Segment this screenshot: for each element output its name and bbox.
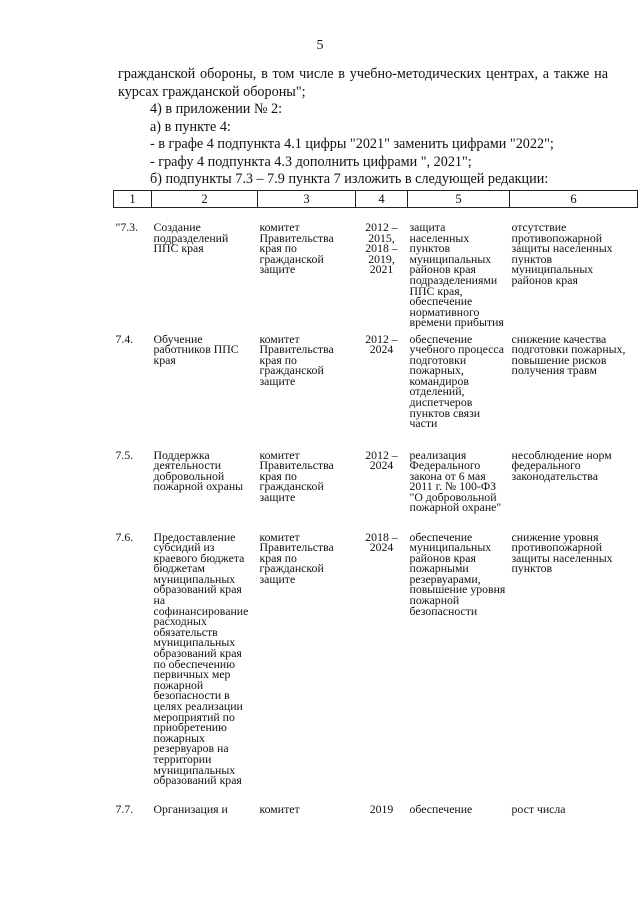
- intro-line-3: а) в пункте 4:: [150, 118, 231, 135]
- row-number: 7.6.: [115, 529, 134, 544]
- col-header-5: 5: [408, 191, 510, 208]
- table-row: [114, 334, 638, 450]
- col-header-3: 3: [258, 191, 356, 208]
- intro-line-2: 4) в приложении № 2:: [150, 101, 283, 117]
- executor: комитет Правительства края по гражданской защите: [259, 331, 334, 388]
- row-number: 7.4.: [115, 331, 134, 346]
- intro-line-5: - графу 4 подпункта 4.3 дополнить цифрами ", 2021";: [150, 153, 472, 170]
- col-header-6: 6: [510, 191, 638, 208]
- measure-name: Поддержка деятельности добровольной пожарной охраны: [153, 447, 244, 494]
- expected-result: защита населенных пунктов муниципальных районов края подразделениями ППС края, обеспечение нормативного времени прибытия: [409, 220, 504, 330]
- expected-result: реализация Федерального закона от 6 мая 2011 г. № 100-ФЗ "О добровольной пожарной охране": [409, 447, 502, 515]
- consequence: несоблюдение норм федерального законодательства: [511, 447, 612, 483]
- consequence: снижение качества подготовки пожарных, повышение рисков получения травм: [511, 331, 626, 378]
- page-number: 5: [316, 38, 324, 53]
- executor: комитет Правительства края по гражданской защите: [259, 447, 334, 504]
- row-number: "7.3.: [115, 220, 139, 234]
- consequence: рост числа: [511, 801, 566, 816]
- measure-name: Создание подразделений ППС края: [153, 220, 229, 256]
- measure-name: Предоставление субсидий из краевого бюджета бюджетам муниципальных образований края на софинансирование расходных обязательств муниципальных образований края по обеспечению первичных мер пожарной безопасности в целях реализации мероприятий по приобретению пожарных резервуаров на территории муниципальных образований края: [153, 529, 249, 788]
- executor: комитет Правительства края по гражданской защите: [259, 220, 334, 277]
- row-number: 7.5.: [115, 447, 134, 462]
- expected-result: обеспечение: [409, 801, 473, 816]
- years: 2018 – 2024: [365, 529, 398, 555]
- col-header-4: 4: [356, 191, 408, 208]
- years: 2012 – 2024: [365, 447, 398, 473]
- measure-name: Обучение работников ППС края: [153, 331, 239, 367]
- years: 2019: [369, 801, 394, 816]
- col-header-2: 2: [152, 191, 258, 208]
- intro-line-1: гражданской обороны, в том числе в учебно-методических центрах, а также на курсах гражданской обороны";: [118, 66, 608, 100]
- expected-result: обеспечение учебного процесса подготовки пожарных, командиров отделений, диспетчеров пунктов связи части: [409, 331, 504, 431]
- row-number: 7.7.: [115, 801, 134, 816]
- table-row: [114, 208, 638, 334]
- table-header-row: [114, 191, 638, 208]
- executor: комитет: [259, 801, 300, 816]
- intro-text: [118, 66, 608, 189]
- intro-line-6: б) подпункты 7.3 – 7.9 пункта 7 изложить в следующей редакции:: [150, 171, 549, 187]
- col-header-1: 1: [114, 191, 152, 208]
- years: 2012 – 2015, 2018 – 2019, 2021: [365, 220, 398, 277]
- executor: комитет Правительства края по гражданской защите: [259, 529, 334, 586]
- measures-table: [113, 190, 638, 824]
- table-row: [114, 532, 638, 804]
- intro-line-4: - в графе 4 подпункта 4.1 цифры "2021" заменить цифрами "2022";: [150, 136, 554, 152]
- consequence: снижение уровня противопожарной защиты населенных пунктов: [511, 529, 613, 576]
- table-row: [114, 804, 638, 824]
- measure-name: Организация и: [153, 801, 228, 816]
- table-row: [114, 450, 638, 532]
- expected-result: обеспечение муниципальных районов края пожарными резервуарами, повышение уровня пожарной безопасности: [409, 529, 506, 618]
- consequence: отсутствие противопожарной защиты населенных пунктов муниципальных районов края: [511, 220, 613, 287]
- years: 2012 – 2024: [365, 331, 398, 357]
